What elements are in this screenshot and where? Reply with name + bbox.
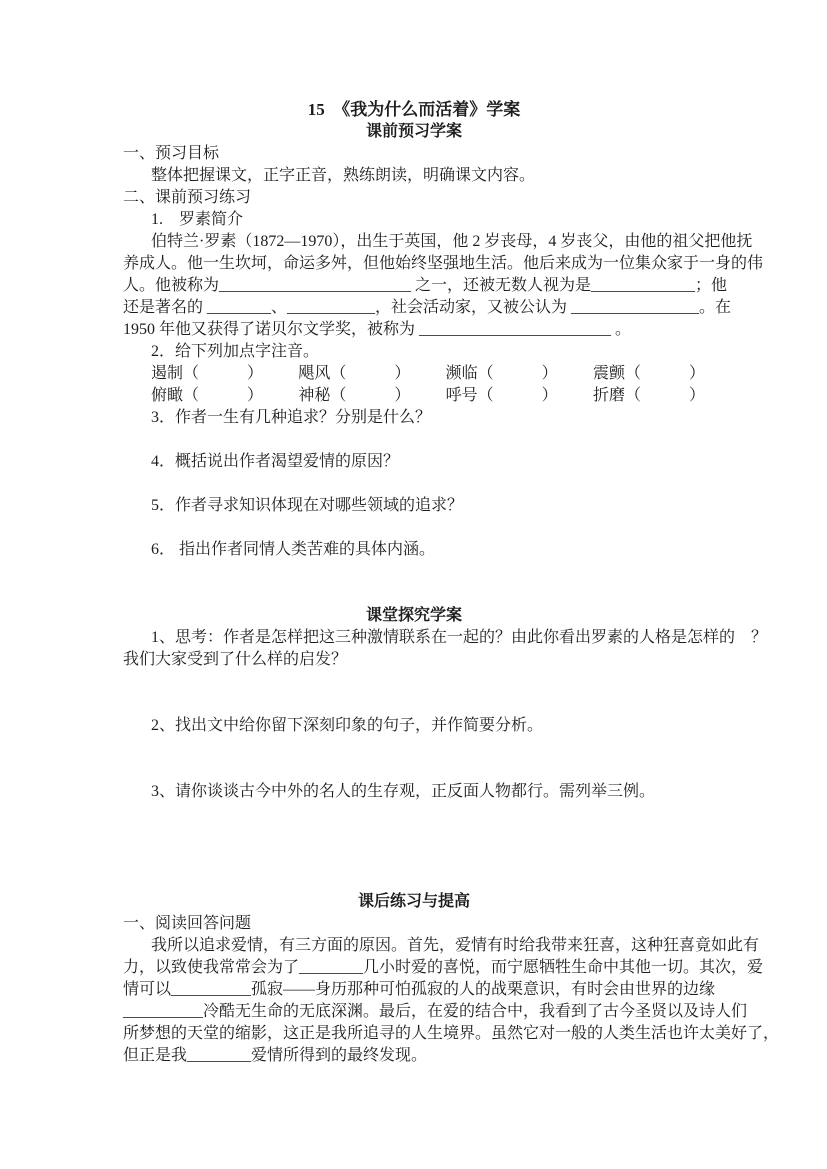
passage-line: 力，以致使我常常会为了________几小时爱的喜悦，而宁愿牺牲生命中其他一切。其次，爱: [123, 959, 764, 976]
bio-line: 1950 年他又获得了诺贝尔文学奖，被称为 ________________________ 。: [123, 321, 632, 338]
explore-question-1-line-1: 1、思考：作者是怎样把这三种激情联系在一起的？由此你看出罗素的人格是怎样的 ？: [151, 629, 768, 646]
pre-goal-label: 一、预习目标: [123, 145, 220, 162]
passage-line: 我所以追求爱情，有三方面的原因。首先，爱情有时给我带来狂喜，这种狂喜竟如此有: [151, 937, 760, 954]
passage-line: 情可以__________孤寂——身历那种可怕孤寂的人的战栗意识，有时会由世界的边缘: [123, 981, 716, 998]
after-section-label: 一、阅读回答问题: [123, 915, 252, 932]
pre-question-3: 3．作者一生有几种追求？分别是什么？: [151, 409, 432, 426]
spacer: [123, 803, 705, 891]
bio-line: 伯特兰·罗素（1872—1970），出生于英国，他 2 岁丧母，4 岁丧父，由他的祖父把他抚: [151, 233, 753, 250]
spacer: [123, 737, 705, 781]
explore-question-3: 3、请你谈谈古今中外的名人的生存观，正反面人物都行。需列举三例。: [151, 783, 656, 800]
pinyin-item: 俯瞰（ ）: [151, 387, 264, 404]
passage-line: 但正是我________爱情所得到的最终发现。: [123, 1047, 428, 1064]
heading-after-class: 课后练习与提高: [357, 893, 470, 910]
pre-practice-label: 二、课前预习练习: [123, 189, 252, 206]
spacer: [123, 429, 705, 451]
pinyin-item: 神秘（ ）: [298, 387, 411, 404]
spacer: [123, 671, 705, 715]
spacer: [123, 561, 705, 605]
pre-question-5: 5．作者寻求知识体现在对哪些领域的追求？: [151, 497, 464, 514]
pinyin-title: 2．给下列加点字注音。: [151, 343, 320, 360]
pinyin-item: 濒临（ ）: [445, 365, 558, 382]
pinyin-row: [151, 363, 705, 385]
bio-title: 1. 罗素简介: [151, 211, 244, 228]
pinyin-row: [151, 385, 705, 407]
passage-line: 所梦想的天堂的缩影，这正是我所追寻的人生境界。虽然它对一般的人类生活也许太美好了，: [123, 1025, 780, 1042]
doc-title: 15 《我为什么而活着》学案: [307, 100, 521, 119]
spacer: [123, 473, 705, 495]
pre-question-4: 4．概括说出作者渴望爱情的原因？: [151, 453, 400, 470]
pinyin-item: 折磨（ ）: [592, 387, 705, 404]
pinyin-item: 呼号（ ）: [445, 387, 558, 404]
passage-line: __________冷酷无生命的无底深渊。最后，在爱的结合中，我看到了古今圣贤以及诗人们: [123, 1003, 748, 1020]
bio-line: 养成人。他一生坎坷，命运多舛，但他始终坚强地生活。他后来成为一位集众家于一身的伟: [123, 255, 764, 272]
spacer: [123, 517, 705, 539]
pinyin-item: 震颤（ ）: [592, 365, 705, 382]
bio-line: 人。他被称为________________________ 之一，还被无数人视为是_____________；他: [123, 277, 728, 294]
explore-question-2: 2、找出文中给你留下深刻印象的句子，并作简要分析。: [151, 717, 544, 734]
pinyin-item: 遏制（ ）: [151, 365, 264, 382]
pinyin-item: 飓风（ ）: [298, 365, 411, 382]
document-content: [123, 99, 780, 1067]
bio-line: 还是著名的 ________、___________，社会活动家，又被公认为 ________________。在: [123, 299, 732, 316]
pre-goal-text: 整体把握课文，正字正音，熟练朗读，明确课文内容。: [151, 167, 536, 184]
explore-question-1-line-2: 我们大家受到了什么样的启发？: [123, 651, 348, 668]
heading-class-exploration: 课堂探究学案: [365, 607, 462, 624]
pre-question-6: 6． 指出作者同情人类苦难的具体内涵。: [151, 541, 436, 558]
heading-pre-study: 课前预习学案: [365, 123, 462, 140]
